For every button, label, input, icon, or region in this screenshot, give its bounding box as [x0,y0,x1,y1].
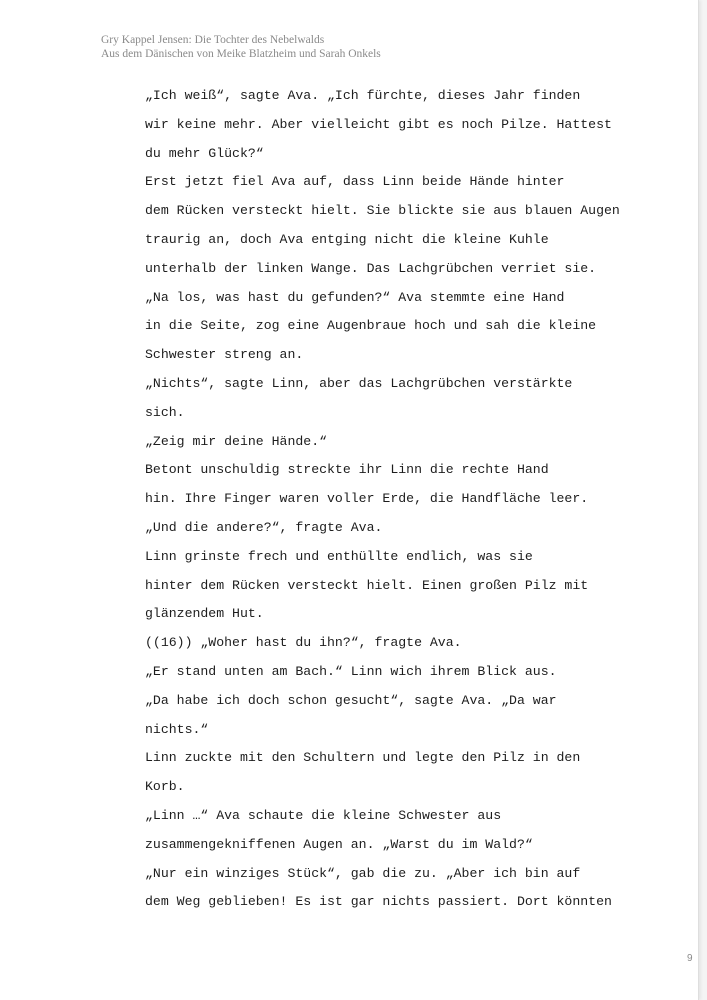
paragraph [101,543,641,629]
manuscript-body [101,82,641,917]
paragraph [101,658,641,687]
text-line: „Ich weiß“, sagte Ava. „Ich fürchte, dieses Jahr finden [145,88,581,103]
text-line: hin. Ihre Finger waren voller Erde, die Handfläche leer. [145,491,589,507]
header-translators: Aus dem Dänischen von Meike Blatzheim und Sarah Onkels [101,48,381,60]
text-line: glänzendem Hut. [145,606,264,622]
paragraph [101,456,641,514]
header-author-title: Gry Kappel Jensen: Die Tochter des Nebelwalds [101,34,325,46]
text-line: dem Rücken versteckt hielt. Sie blickte sie aus blauen Augen [145,203,620,219]
paragraph [101,802,641,860]
text-line: Linn grinste frech und enthüllte endlich, was sie [145,548,533,564]
paragraph [101,284,641,370]
text-line: Linn zuckte mit den Schultern und legte den Pilz in den [145,750,581,766]
text-line: sich. [145,404,185,420]
text-line: „Linn …“ Ava schaute die kleine Schwester aus [145,807,502,823]
text-line: „Zeig mir deine Hände.“ [145,433,328,449]
text-line: Betont unschuldig streckte ihr Linn die rechte Hand [145,462,549,478]
text-line: Schwester streng an. [145,347,304,363]
text-line: dem Weg geblieben! Es ist gar nichts passiert. Dort könnten [145,894,612,910]
text-line: „Na los, was hast du gefunden?“ Ava stemmte eine Hand [145,289,565,305]
text-line: unterhalb der linken Wange. Das Lachgrübchen verriet sie. [145,260,597,276]
paragraph [101,629,641,658]
text-line: wir keine mehr. Aber vielleicht gibt es noch Pilze. Hattest [145,116,612,132]
paragraph [101,744,641,802]
paragraph [101,168,641,283]
paragraph [101,514,641,543]
text-line: du mehr Glück?“ [145,145,264,161]
text-line: Erst jetzt fiel Ava auf, dass Linn beide Hände hinter [145,174,565,190]
text-line: „Er stand unten am Bach.“ Linn wich ihrem Blick aus. [145,663,557,679]
paragraph [101,860,641,918]
paragraph [101,687,641,745]
text-line: traurig an, doch Ava entging nicht die kleine Kuhle [145,231,549,247]
text-line: „Da habe ich doch schon gesucht“, sagte Ava. „Da war [145,692,557,708]
text-line: „Und die andere?“, fragte Ava. [145,519,383,535]
text-line: „Nur ein winziges Stück“, gab die zu. „Aber ich bin auf [145,865,581,881]
text-line: zusammengekniffenen Augen an. „Warst du im Wald?“ [145,836,533,852]
text-line: in die Seite, zog eine Augenbraue hoch und sah die kleine [145,318,597,334]
text-line: ((16)) „Woher hast du ihn?“, fragte Ava. [145,635,462,651]
text-line: Korb. [145,779,185,795]
text-line: nichts.“ [145,721,209,737]
paragraph [101,370,641,428]
paragraph [101,82,641,168]
text-line: „Nichts“, sagte Linn, aber das Lachgrübchen verstärkte [145,375,573,391]
page-number: 9 [687,953,693,964]
text-line: hinter dem Rücken versteckt hielt. Einen großen Pilz mit [145,577,589,593]
paragraph [101,428,641,457]
running-header [101,33,381,61]
